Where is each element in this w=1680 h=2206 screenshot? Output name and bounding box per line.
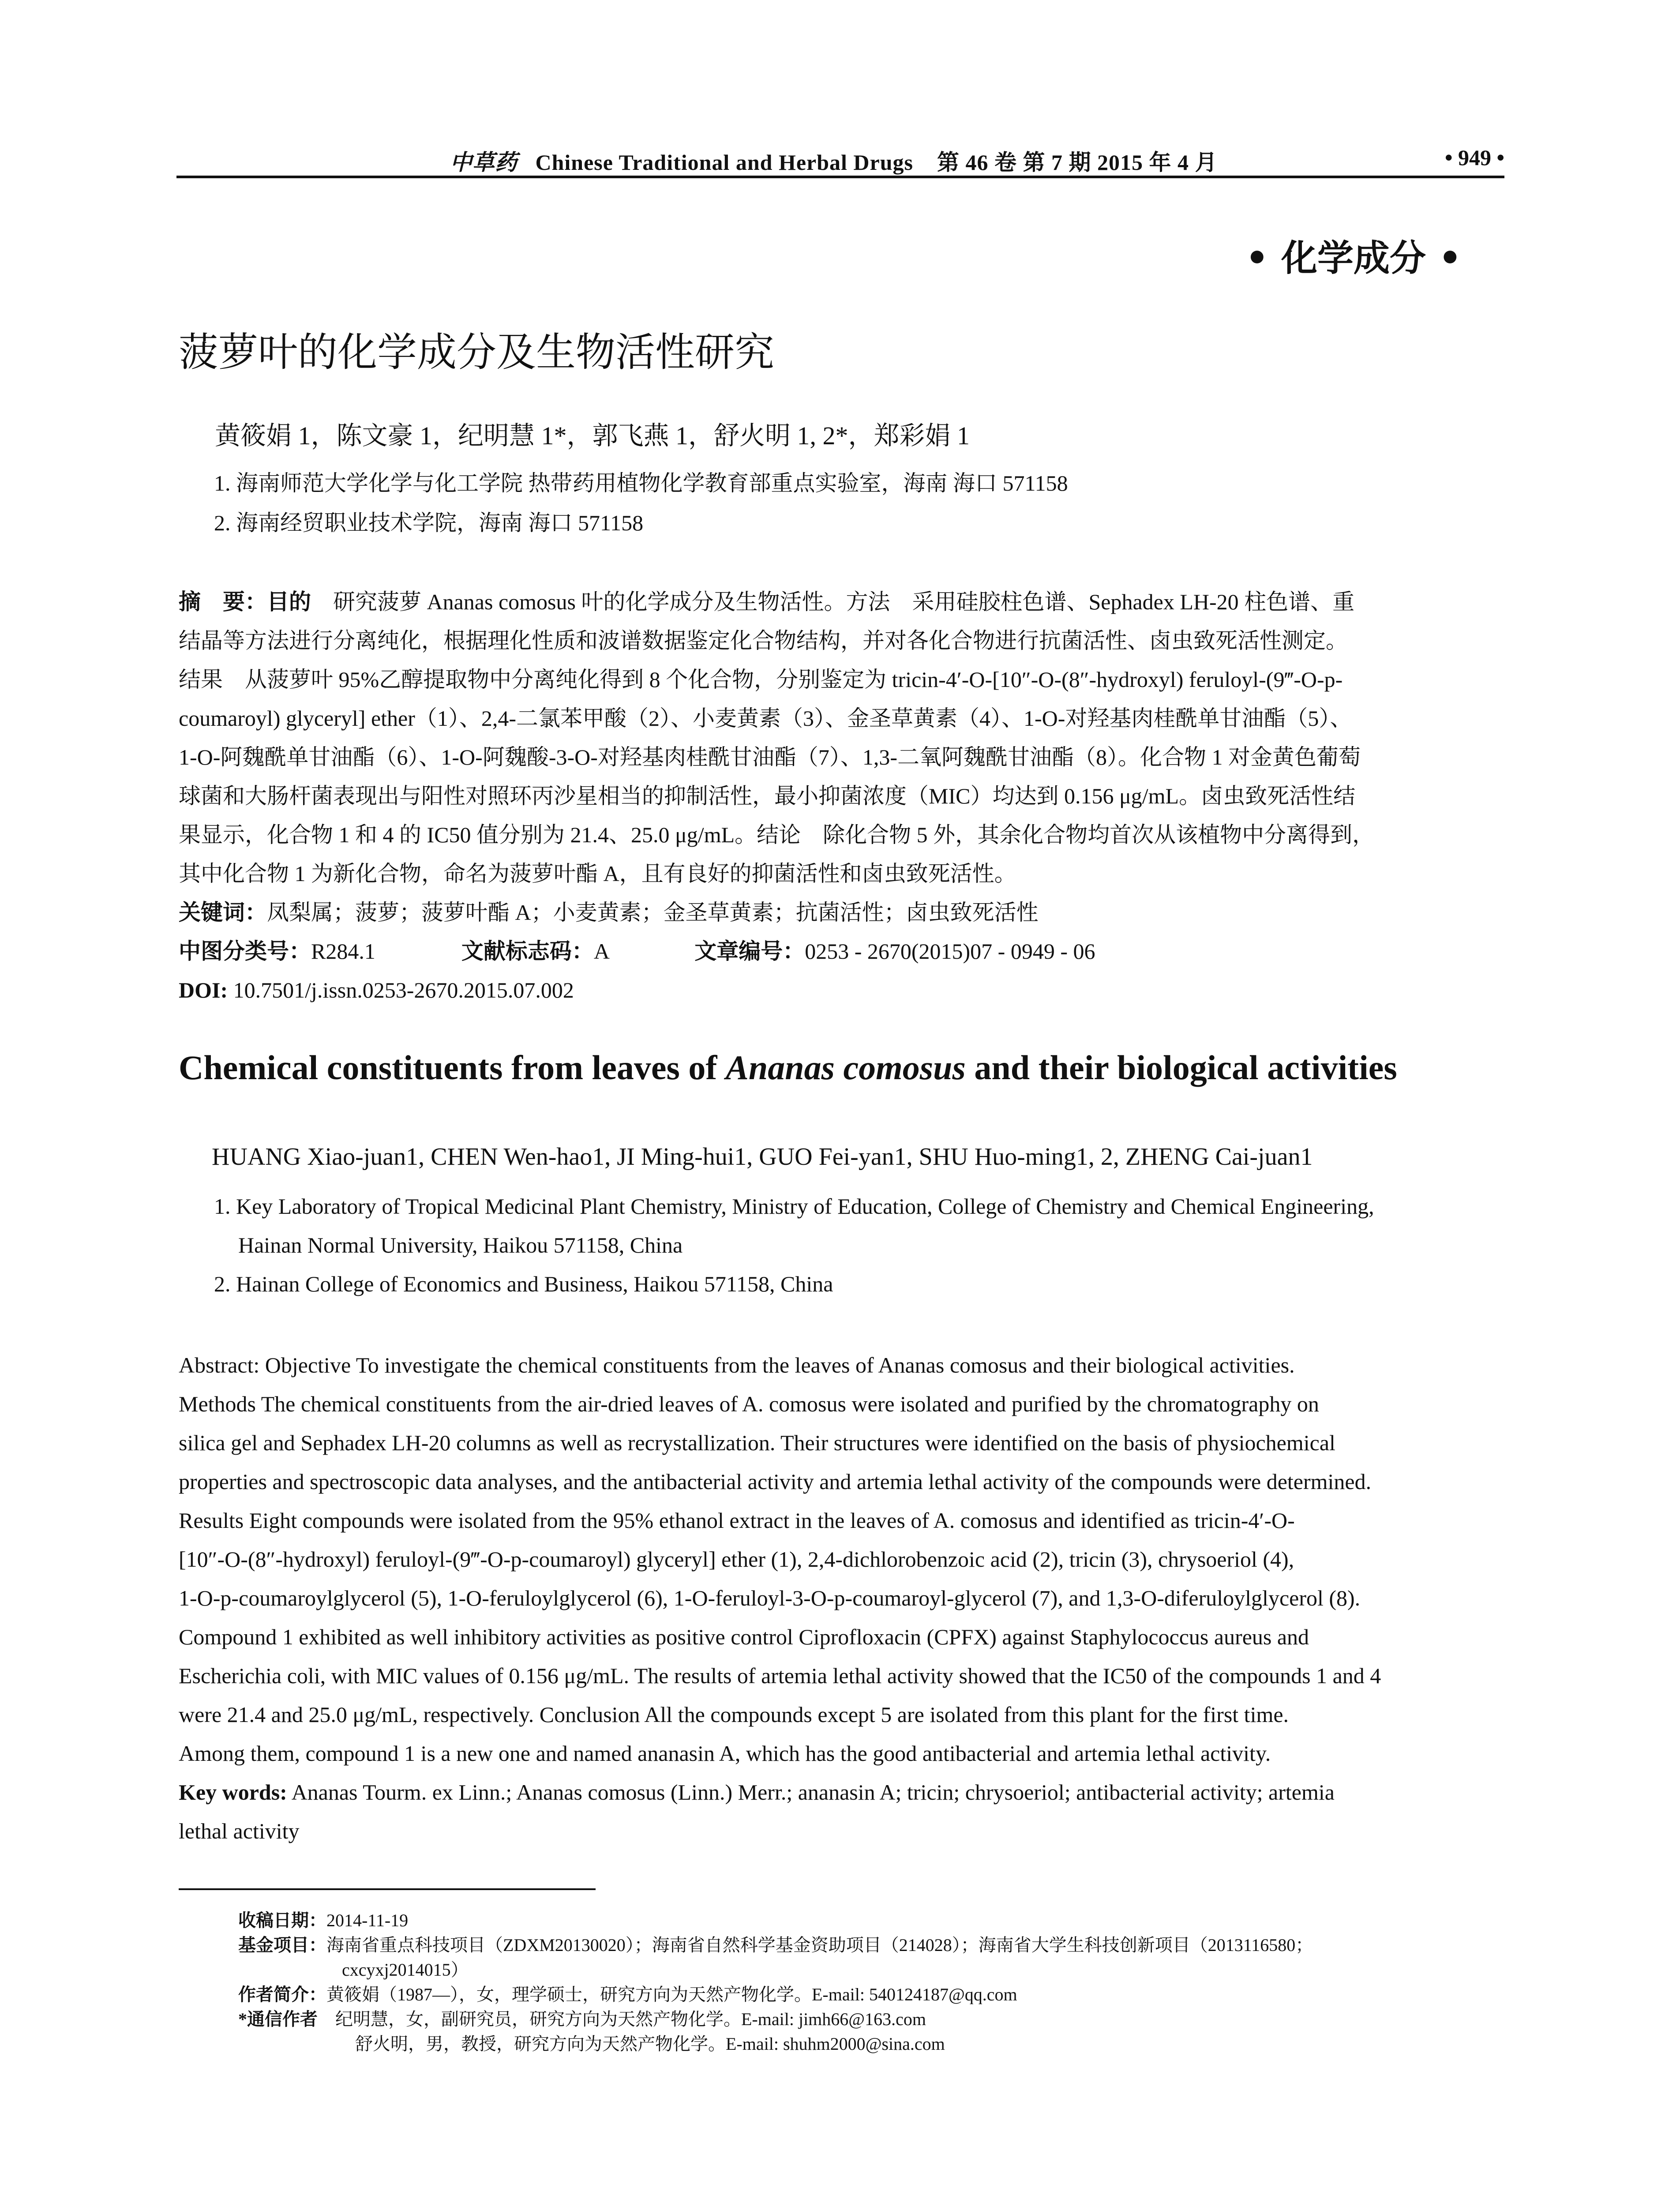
en-affiliation-2: 2. Hainan College of Economics and Business, Haikou 571158, China bbox=[214, 1272, 833, 1296]
en-abstract-line: Escherichia coli, with MIC values of 0.156 μg/mL. The results of artemia lethal activity showed that the IC50 of the compounds 1 and 4 bbox=[179, 1663, 1381, 1688]
en-affiliation-1b: Hainan Normal University, Haikou 571158, China bbox=[238, 1233, 683, 1257]
en-keywords: Key words: Ananas Tourm. ex Linn.; Ananas comosus (Linn.) Merr.; ananasin A; tricin; chrysoeriol; antibacterial activity; artemia bbox=[179, 1780, 1335, 1805]
running-header bbox=[176, 140, 1504, 176]
en-keywords-cont: lethal activity bbox=[179, 1819, 300, 1843]
cn-keywords: 关键词：凤梨属；菠萝；菠萝叶酯 A；小麦黄素；金圣草黄素；抗菌活性；卤虫致死活性 bbox=[179, 900, 1039, 925]
header-rule bbox=[176, 176, 1504, 178]
fund-info-cont: cxcyxj2014015） bbox=[342, 1960, 469, 1980]
en-abstract-line: were 21.4 and 25.0 μg/mL, respectively. Conclusion All the compounds except 5 are isolated from this plant for the first time. bbox=[179, 1702, 1289, 1727]
en-abstract-line: Compound 1 exhibited as well inhibitory activities as positive control Ciprofloxacin (CPFX) against Staphylococcus aureus and bbox=[179, 1624, 1309, 1649]
journal-name-cn: 中草药 bbox=[450, 150, 518, 175]
en-affiliations bbox=[214, 1187, 1507, 1303]
cn-abstract-line: coumaroyl) glyceryl] ether（1）、2,4-二氯苯甲酸（2）、小麦黄素（3）、金圣草黄素（4）、1-O-对羟基肉桂酰单甘油酯（5）、 bbox=[179, 706, 1352, 731]
en-abstract-line: properties and spectroscopic data analyses, and the antibacterial activity and artemia lethal activity of the compounds were determined. bbox=[179, 1469, 1372, 1494]
cn-authors: 黄筱娟 1，陈文豪 1，纪明慧 1*，郭飞燕 1，舒火明 1, 2*，郑彩娟 1 bbox=[215, 421, 970, 450]
author-bio: 作者简介：黄筱娟（1987—），女，理学硕士，研究方向为天然产物化学。E-mail: 540124187@qq.com bbox=[238, 1985, 1017, 2004]
footnotes bbox=[238, 1908, 1504, 2056]
en-abstract-line: Among them, compound 1 is a new one and named ananasin A, which has the good antibacterial and artemia lethal activity. bbox=[179, 1741, 1271, 1766]
cn-abstract-line: 摘 要：目的 研究菠萝 Ananas comosus 叶的化学成分及生物活性。方法 采用硅胶柱色谱、Sephadex LH-20 柱色谱、重 bbox=[179, 589, 1355, 614]
journal-name-en: Chinese Traditional and Herbal Drugs bbox=[535, 150, 913, 175]
cn-abstract-line: 球菌和大肠杆菌表现出与阳性对照环丙沙星相当的抑制活性，最小抑菌浓度（MIC）均达到 0.156 μg/mL。卤虫致死活性结 bbox=[179, 784, 1356, 808]
cn-abstract-line: 其中化合物 1 为新化合物，命名为菠萝叶酯 A，且有良好的抑菌活性和卤虫致死活性。 bbox=[179, 861, 1016, 886]
footnote-rule bbox=[179, 1888, 596, 1890]
en-authors: HUANG Xiao-juan1, CHEN Wen-hao1, JI Ming-hui1, GUO Fei-yan1, SHU Huo-ming1, 2, ZHENG Cai-juan1 bbox=[212, 1143, 1313, 1171]
cn-abstract-line: 结果 从菠萝叶 95%乙醇提取物中分离纯化得到 8 个化合物，分别鉴定为 tricin-4′-O-[10″-O-(8″-hydroxyl) feruloyl-(9‴-O-p- bbox=[179, 667, 1343, 692]
fund-info: 基金项目：海南省重点科技项目（ZDXM20130020）；海南省自然科学基金资助项目（214028）；海南省大学生科技创新项目（2013116580； bbox=[238, 1935, 1313, 1955]
received-date: 收稿日期：2014-11-19 bbox=[238, 1910, 409, 1930]
en-affiliation-1: 1. Key Laboratory of Tropical Medicinal Plant Chemistry, Ministry of Education, College of Chemistry and Chemical Engineering, bbox=[214, 1194, 1374, 1219]
cn-classification: 中图分类号：R284.1 文献标志码：A 文章编号：0253 - 2670(2015)07 - 0949 - 06 bbox=[179, 939, 1095, 964]
corresponding-author-2: 舒火明，男，教授，研究方向为天然产物化学。E-mail: shuhm2000@sina.com bbox=[355, 2034, 945, 2054]
cn-abstract-line: 1-O-阿魏酰单甘油酯（6）、1-O-阿魏酸-3-O-对羟基肉桂酰甘油酯（7）、1,3-二氧阿魏酰甘油酯（8）。化合物 1 对金黄色葡萄 bbox=[179, 745, 1361, 769]
section-tag: • 化学成分 • bbox=[1245, 237, 1462, 279]
en-abstract bbox=[179, 1346, 1507, 1850]
en-abstract-line: 1-O-p-coumaroylglycerol (5), 1-O-feruloylglycerol (6), 1-O-feruloyl-3-O-p-coumaroyl-glycerol (7), and 1,3-O-diferuloylglycerol (8). bbox=[179, 1586, 1361, 1610]
en-abstract-line: [10″-O-(8″-hydroxyl) feruloyl-(9‴-O-p-coumaroyl) glyceryl] ether (1), 2,4-dichlorobenzoic acid (2), tricin (3), chrysoeriol (4), bbox=[179, 1547, 1294, 1572]
journal-name bbox=[450, 145, 1217, 176]
cn-abstract-line: 果显示，化合物 1 和 4 的 IC50 值分别为 21.4、25.0 μg/mL。结论 除化合物 5 外，其余化合物均首次从该植物中分离得到， bbox=[179, 822, 1375, 847]
corresponding-author: *通信作者 纪明慧，女，副研究员，研究方向为天然产物化学。E-mail: jimh66@163.com bbox=[238, 2009, 926, 2029]
cn-title: 菠萝叶的化学成分及生物活性研究 bbox=[179, 329, 774, 375]
en-abstract-line: silica gel and Sephadex LH-20 columns as well as recrystallization. Their structures were identified on the basis of physiochemical bbox=[179, 1430, 1335, 1455]
issue-info: 第 46 卷 第 7 期 2015 年 4 月 bbox=[937, 150, 1218, 175]
en-abstract-line: Results Eight compounds were isolated from the 95% ethanol extract in the leaves of A. comosus and identified as tricin-4′-O- bbox=[179, 1508, 1295, 1533]
cn-abstract bbox=[179, 582, 1507, 1009]
page-number: • 949 • bbox=[1444, 145, 1504, 170]
cn-affiliation-1: 1. 海南师范大学化学与化工学院 热带药用植物化学教育部重点实验室，海南 海口 571158 bbox=[214, 471, 1068, 495]
cn-abstract-line: 结晶等方法进行分离纯化，根据理化性质和波谱数据鉴定化合物结构，并对各化合物进行抗菌活性、卤虫致死活性测定。 bbox=[179, 628, 1348, 653]
doi: DOI: 10.7501/j.issn.0253-2670.2015.07.002 bbox=[179, 978, 574, 1002]
cn-affiliation-2: 2. 海南经贸职业技术学院，海南 海口 571158 bbox=[214, 510, 644, 535]
en-abstract-line: Abstract: Objective To investigate the chemical constituents from the leaves of Ananas comosus and their biological activities. bbox=[179, 1353, 1295, 1377]
en-abstract-line: Methods The chemical constituents from the air-dried leaves of A. comosus were isolated and purified by the chromatography on bbox=[179, 1392, 1319, 1416]
en-title: Chemical constituents from leaves of Ananas comosus and their biological activities bbox=[179, 1048, 1397, 1087]
cn-abstract-label: 摘 要：目的 bbox=[179, 589, 311, 614]
